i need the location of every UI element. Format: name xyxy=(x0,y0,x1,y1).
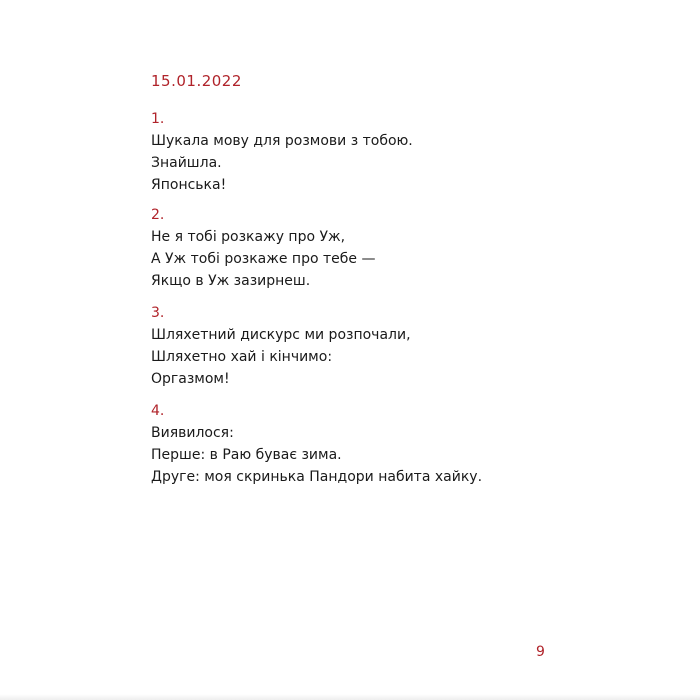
poem-block-3 xyxy=(151,302,651,390)
poem-line: Шукала мову для розмови з тобою. xyxy=(151,133,413,149)
poem-number: 4. xyxy=(151,403,165,419)
poem-line: Якщо в Уж зазирнеш. xyxy=(151,273,311,289)
page-bottom-edge xyxy=(0,694,700,700)
poem-line: Шляхетний дискурс ми розпочали, xyxy=(151,327,411,343)
poem-number: 2. xyxy=(151,207,165,223)
poem-line: А Уж тобі розкаже про тебе — xyxy=(151,251,376,267)
page-number: 9 xyxy=(536,644,545,660)
poem-line: Шляхетно хай і кінчимо: xyxy=(151,349,333,365)
poem-number: 1. xyxy=(151,111,165,127)
date-heading: 15.01.2022 xyxy=(151,72,242,90)
poem-line: Не я тобі розкажу про Уж, xyxy=(151,229,346,245)
poem-line: Оргазмом! xyxy=(151,371,230,387)
poem-line: Друге: моя скринька Пандори набита хайку. xyxy=(151,469,483,485)
poem-line: Перше: в Раю буває зима. xyxy=(151,447,342,463)
poem-block-4 xyxy=(151,400,651,488)
poem-line: Виявилося: xyxy=(151,425,234,441)
poem-block-1 xyxy=(151,108,651,196)
poem-line: Японська! xyxy=(151,177,227,193)
poem-line: Знайшла. xyxy=(151,155,222,171)
poem-number: 3. xyxy=(151,305,165,321)
poem-block-2 xyxy=(151,204,651,292)
